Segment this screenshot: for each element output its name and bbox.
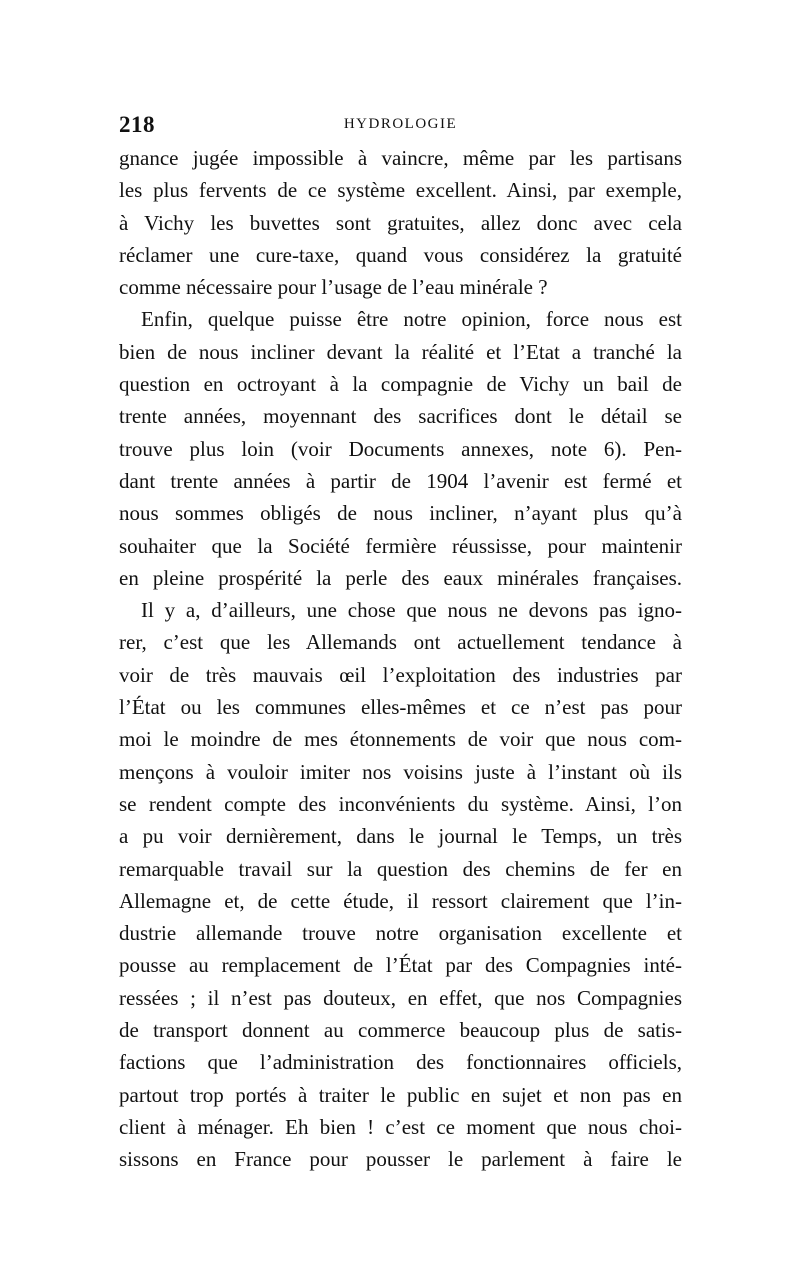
text-line: rer, c’est que les Allemands ont actuellement tendance à	[119, 630, 682, 655]
text-line: trouve plus loin (voir Documents annexes, note 6). Pen-	[119, 436, 682, 461]
text-line: ressées ; il n’est pas douteux, en effet, que nos Compagnies	[119, 985, 682, 1010]
text-line: bien de nous incliner devant la réalité et l’Etat a tranché la	[119, 339, 682, 364]
body-text	[119, 142, 682, 1176]
text-line: comme nécessaire pour l’usage de l’eau minérale ?	[119, 275, 548, 300]
text-line: remarquable travail sur la question des chemins de fer en	[119, 856, 682, 881]
text-line: à Vichy les buvettes sont gratuites, allez donc avec cela	[119, 210, 682, 235]
text-line: moi le moindre de mes étonnements de voir que nous com-	[119, 727, 682, 752]
text-line: sissons en France pour pousser le parlement à faire le	[119, 1147, 682, 1172]
text-line: les plus fervents de ce système excellent. Ainsi, par exemple,	[119, 178, 682, 203]
text-line: souhaiter que la Société fermière réussisse, pour maintenir	[119, 533, 682, 558]
text-line: pousse au remplacement de l’État par des Compagnies inté-	[119, 953, 682, 978]
text-line: de transport donnent au commerce beaucoup plus de satis-	[119, 1018, 682, 1043]
text-line: l’État ou les communes elles-mêmes et ce n’est pas pour	[119, 695, 682, 720]
text-line: se rendent compte des inconvénients du système. Ainsi, l’on	[119, 791, 682, 816]
page-number: 218	[119, 112, 155, 137]
text-line: dustrie allemande trouve notre organisation excellente et	[119, 921, 682, 946]
text-line: client à ménager. Eh bien ! c’est ce moment que nous choi-	[119, 1114, 682, 1139]
text-line: Allemagne et, de cette étude, il ressort clairement que l’in-	[119, 888, 682, 913]
text-line: nous sommes obligés de nous incliner, n’ayant plus qu’à	[119, 501, 682, 526]
text-line: a pu voir dernièrement, dans le journal le Temps, un très	[119, 824, 682, 849]
text-line: en pleine prospérité la perle des eaux minérales françaises.	[119, 565, 682, 590]
text-line: question en octroyant à la compagnie de Vichy un bail de	[119, 372, 682, 397]
text-line: partout trop portés à traiter le public en sujet et non pas en	[119, 1082, 682, 1107]
page-header	[119, 112, 682, 142]
text-line: voir de très mauvais œil l’exploitation des industries par	[119, 662, 682, 687]
running-title: HYDROLOGIE	[343, 116, 458, 132]
text-line: dant trente années à partir de 1904 l’avenir est fermé et	[119, 468, 682, 493]
text-line: factions que l’administration des fonctionnaires officiels,	[119, 1050, 682, 1075]
text-line: trente années, moyennant des sacrifices dont le détail se	[119, 404, 682, 429]
text-line: mençons à vouloir imiter nos voisins juste à l’instant où ils	[119, 759, 682, 784]
text-line: gnance jugée impossible à vaincre, même par les partisans	[119, 146, 682, 170]
text-line: Il y a, d’ailleurs, une chose que nous ne devons pas igno-	[141, 598, 682, 623]
text-line: Enfin, quelque puisse être notre opinion, force nous est	[141, 307, 682, 332]
text-line: réclamer une cure-taxe, quand vous considérez la gratuité	[119, 242, 682, 267]
